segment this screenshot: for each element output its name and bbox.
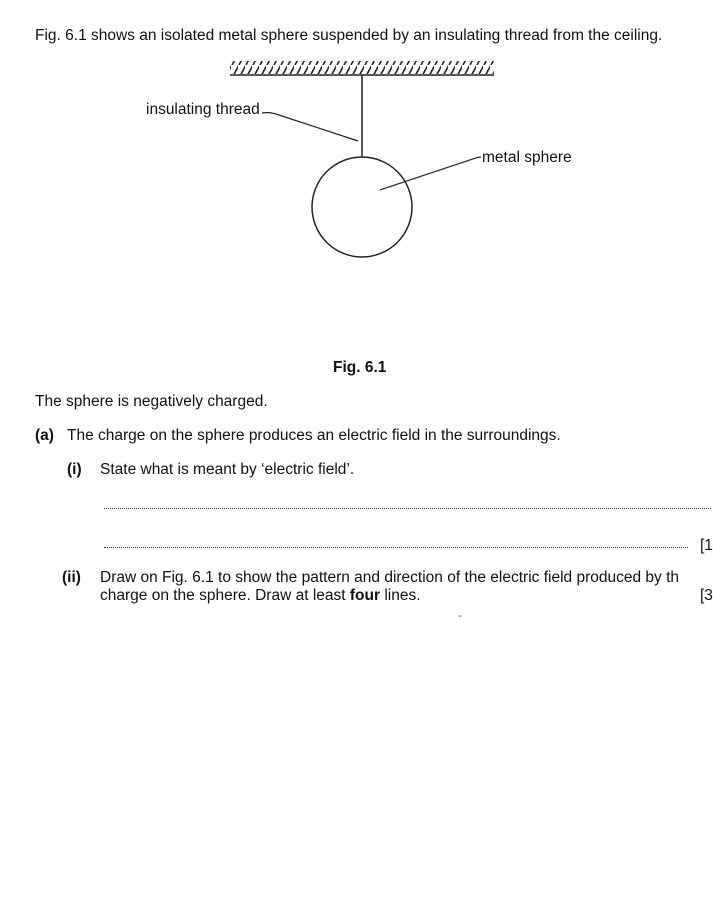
- marks-a-i: [1: [700, 537, 713, 554]
- insulating-thread-label: insulating thread: [146, 101, 260, 118]
- sphere-leader-line: [380, 157, 481, 190]
- intro-text: Fig. 6.1 shows an isolated metal sphere suspended by an insulating thread from the ceiling.: [35, 27, 663, 44]
- statement-text: The sphere is negatively charged.: [35, 393, 268, 410]
- figure-caption: Fig. 6.1: [333, 359, 387, 376]
- part-a-ii-line-2-post: lines.: [380, 587, 421, 604]
- marks-a-ii: [3: [700, 587, 713, 604]
- part-a-ii-line-1: Draw on Fig. 6.1 to show the pattern and direction of the electric field produced by th: [100, 569, 679, 586]
- figure-6-1-diagram: [0, 0, 711, 330]
- part-a-label: (a): [35, 427, 54, 444]
- part-a-ii-line-2: [100, 587, 421, 605]
- ceiling-hatching: [230, 61, 494, 75]
- answer-line-2[interactable]: [104, 547, 688, 548]
- thread-leader-line: [262, 113, 358, 141]
- part-a-i-label: (i): [67, 461, 82, 478]
- part-a-ii-line-2-pre: charge on the sphere. Draw at least: [100, 587, 350, 604]
- part-a-ii-line-2-bold: four: [349, 587, 381, 604]
- part-a-i-text: State what is meant by ‘electric field’.: [100, 461, 355, 478]
- metal-sphere-label: metal sphere: [482, 149, 572, 166]
- metal-sphere-shape: [312, 157, 412, 257]
- part-a-ii-label: (ii): [62, 569, 81, 586]
- part-a-text: The charge on the sphere produces an electric field in the surroundings.: [67, 427, 561, 444]
- page-mark: -: [458, 610, 462, 622]
- answer-line-1[interactable]: [104, 508, 711, 509]
